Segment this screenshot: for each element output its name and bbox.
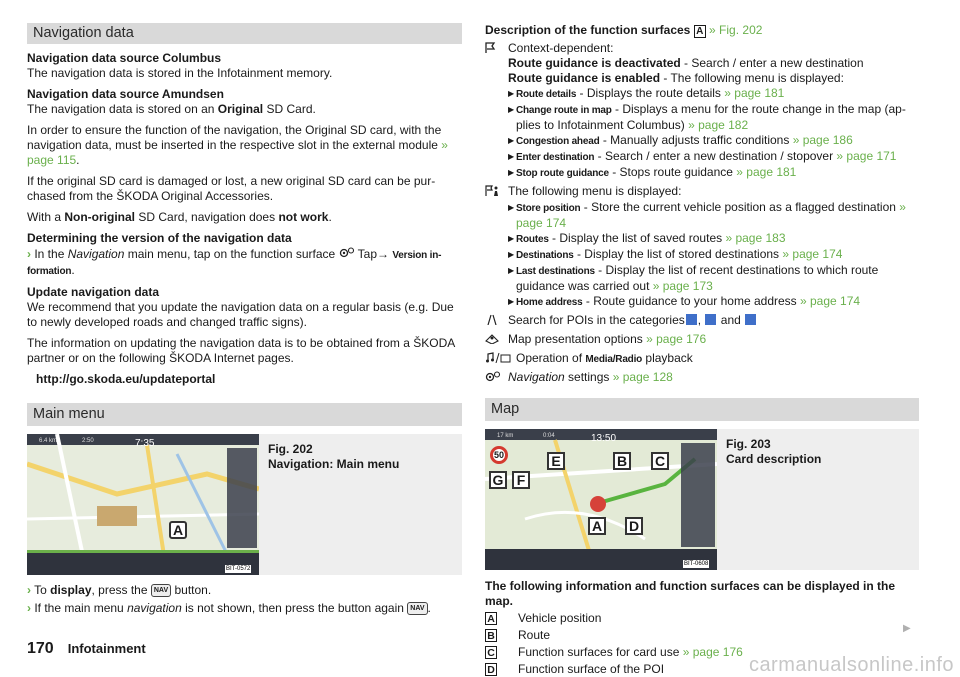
legend-text: Function surfaces for card use bbox=[518, 645, 683, 659]
version-info-menu[interactable]: Version in-formation bbox=[27, 250, 442, 277]
rg-enabled: Route guidance is enabled bbox=[508, 71, 661, 85]
nav-settings-text: settings bbox=[564, 370, 613, 384]
menu-item-text: - Manually adjusts traffic conditions bbox=[599, 133, 793, 147]
damaged-text: If the original SD card is damaged or lost, a new original SD card can be pur-chased from the ŠKODA Original Accessories. bbox=[27, 174, 436, 203]
step-arrow-icon: › bbox=[27, 583, 31, 597]
fig202-callout-a: A bbox=[169, 521, 187, 539]
version-tap: Tap→ bbox=[354, 247, 393, 261]
legend-key: B bbox=[485, 629, 497, 642]
fig203-caption: Card description bbox=[726, 452, 822, 466]
bullet-triangle-icon: ▶ bbox=[508, 266, 515, 275]
map-options-link[interactable]: » page 176 bbox=[646, 332, 707, 346]
gear-settings-icon bbox=[485, 370, 508, 386]
menu-item-link[interactable]: » page 181 bbox=[724, 86, 785, 100]
menu-item bbox=[508, 149, 919, 165]
menu-item-label[interactable]: Stop route guidance bbox=[516, 168, 609, 179]
menu-item bbox=[508, 231, 919, 247]
menu-item-label[interactable]: Routes bbox=[516, 234, 549, 245]
scr-dist: 2:50 bbox=[82, 438, 94, 444]
menu-item-text: - Search / enter a new destination / stopover bbox=[594, 149, 837, 163]
flag-person-icon bbox=[485, 184, 508, 200]
legend-text: Route bbox=[518, 628, 551, 642]
route-menu-list bbox=[485, 86, 919, 181]
menu-item-text: - Displays a menu for the route change in the map (ap-plies to Infotainment Columbus) bbox=[516, 102, 906, 132]
update-text: We recommend that you update the navigation data on a regular basis (e.g. Due to newly developed roads and changed traffic signs). bbox=[27, 300, 454, 329]
menu-item-link[interactable]: » page 174 bbox=[800, 294, 861, 308]
right-column: Description of the function surfaces A » Fig. 202 Context-dependent: Route guidance is deactivated - Search / enter a new destination Route guidance is enabled - The following menu is displayed: ▶ Route details - Displays the route details » page 181 ▶ Change route in map - Displays a menu for the route change in the map (ap-plies to Infotainment Columbus) » page 182 ▶ Congestion ahead - Manually adjusts traffic conditions » page 186 ▶ Enter destination - Search / enter a new destination / stopover » page 171 ▶ Stop route guidance - Stops route guidance » page 181 The following menu is displayed: ▶ Store position - Store the current vehicle position as a flagged destination » page 174 ▶ Routes - Display the list of saved routes » page 183 ▶ Destinations - Display the list of stored destinations » page 174 ▶ Last destinations - Display the list of recent destinations to which route guidance was carried out » page 173 ▶ Home address - Route guidance to your home address » page 174 Search for POIs in the categories , and Map presentation options » page 176 Operation of Media/Radio playback Navigation settings » page 128 Map 17 km 0:04 13:50 50 G F E B C A D BIT-0608 Fig. 203 Card description The following information and function surfaces can be displayed in the map. A Vehicle position B Route C Function surfaces for card use » page 176 D Function surface of the POI bbox=[485, 23, 919, 677]
menu-item-text: - Route guidance to your home address bbox=[582, 294, 800, 308]
step2-end: . bbox=[427, 601, 431, 615]
menu-item-link[interactable]: » page 183 bbox=[725, 231, 786, 245]
nav-key-button[interactable]: NAV bbox=[407, 602, 427, 615]
rg-deactivated: Route guidance is deactivated bbox=[508, 56, 681, 70]
step2-mid: is not shown, then press the button again bbox=[181, 601, 408, 615]
legend-item bbox=[485, 628, 919, 643]
left-column: Navigation data Navigation data source Columbus The navigation data is stored in the Infotainment memory. Navigation data source Amundsen The navigation data is stored on an Original SD Card. In order to ensure the function of the navigation, the Original SD card, with the navigation data, must be inserted in the respective slot in the external module » page 115. If the original SD card is damaged or lost, a new original SD card can be pur-chased from the ŠKODA Original Accessories. With a Non-original SD Card, navigation does not work. Determining the version of the navigation data › In the Navigation main menu, tap on the function surface Tap→ Version in-formation. Update navigation data We recommend that you update the navigation data on a regular basis (e.g. Due to newly developed roads and changed traffic signs). The information on updating the navigation data is to be obtained from a ŠKODA partner or on the following ŠKODA Internet pages. http://go.skoda.eu/updateportal Main menu 6.4 km 2:50 7:35 A BIT-0572 Fig. 202 Navigation: Main menu › To display, press the NAV button. › If the main menu navigation is not shown, then press the button again NAV . bbox=[27, 23, 462, 616]
playback-text: Operation of bbox=[516, 351, 586, 365]
desc-heading bbox=[485, 23, 919, 38]
menu-item bbox=[508, 165, 919, 181]
step-arrow-icon: › bbox=[27, 247, 31, 261]
columbus-heading: Navigation data source Columbus bbox=[27, 51, 222, 65]
scr203-dist: 0:04 bbox=[543, 433, 555, 439]
desc-title: Description of the function surfaces bbox=[485, 23, 691, 37]
watermark: carmanualsonline.info bbox=[748, 654, 954, 676]
menu-item-label[interactable]: Destinations bbox=[516, 250, 574, 261]
navigation-main-menu-screenshot bbox=[27, 434, 259, 575]
fig202-caption: Navigation: Main menu bbox=[268, 457, 400, 471]
not-work-bold: not work bbox=[278, 210, 329, 224]
media-radio-label: Media/Radio bbox=[585, 354, 643, 365]
menu-item-label[interactable]: Change route in map bbox=[516, 105, 612, 116]
menu-item-link[interactable]: » page 174 bbox=[782, 247, 843, 261]
menu-item-text: - Display the list of recent destinations to which route guidance was carried out bbox=[516, 263, 879, 293]
fig203-number: Fig. 203 bbox=[726, 437, 771, 451]
desc-box-a: A bbox=[694, 25, 706, 38]
menu-item bbox=[508, 102, 919, 133]
amundsen-heading: Navigation data source Amundsen bbox=[27, 87, 224, 101]
fig202-number: Fig. 202 bbox=[268, 442, 313, 456]
continue-arrow-icon: ▶ bbox=[903, 623, 911, 634]
update-heading: Update navigation data bbox=[27, 285, 160, 299]
bullet-triangle-icon: ▶ bbox=[508, 234, 515, 243]
fig203-callout-e: E bbox=[547, 452, 565, 470]
fig203-callout-a: A bbox=[588, 517, 606, 535]
speed-limit-sign: 50 bbox=[490, 446, 508, 464]
nonorig-bold: Non-original bbox=[64, 210, 136, 224]
section-heading-main-menu: Main menu bbox=[27, 403, 462, 426]
menu-item bbox=[508, 247, 919, 263]
menu-item-link[interactable]: » page 186 bbox=[792, 133, 853, 147]
bullet-triangle-icon: ▶ bbox=[508, 168, 515, 177]
map-options-icon bbox=[485, 332, 508, 348]
bullet-triangle-icon: ▶ bbox=[508, 105, 515, 114]
menu-item-link[interactable]: » page 181 bbox=[736, 165, 797, 179]
poi-text: Search for POIs in the categories bbox=[508, 313, 685, 327]
version-mid: main menu, tap on the function surface bbox=[124, 247, 339, 261]
nav-settings-link[interactable]: » page 128 bbox=[612, 370, 673, 384]
fig203-callout-g: G bbox=[489, 471, 507, 489]
map-options-text: Map presentation options bbox=[508, 332, 647, 346]
nonorig-text: With a bbox=[27, 210, 65, 224]
fig203-callout-c: C bbox=[651, 452, 669, 470]
playback-end: playback bbox=[642, 351, 693, 365]
figure-202 bbox=[27, 434, 462, 575]
poi-category-icon[interactable] bbox=[745, 314, 756, 325]
legend-text: Vehicle position bbox=[518, 611, 602, 625]
version-end: . bbox=[71, 263, 75, 277]
legend-key: D bbox=[485, 663, 497, 676]
menu-item-link[interactable]: » page 182 bbox=[688, 118, 749, 132]
legend-text: Function surface of the POI bbox=[518, 662, 665, 676]
menu-item bbox=[508, 200, 919, 231]
section-heading-map: Map bbox=[485, 398, 919, 421]
poi-category-icon[interactable] bbox=[705, 314, 716, 325]
legend-key: A bbox=[485, 612, 497, 625]
fig203-code: BIT-0608 bbox=[684, 561, 709, 567]
rg-enabled-text: - The following menu is displayed: bbox=[660, 71, 844, 85]
media-radio-icon bbox=[485, 351, 516, 367]
bullet-triangle-icon: ▶ bbox=[508, 152, 515, 161]
amundsen-text: The navigation data is stored on an bbox=[27, 102, 218, 116]
legend-heading: The following information and function surfaces can be displayed in the map. bbox=[485, 579, 896, 608]
version-heading: Determining the version of the navigation data bbox=[27, 231, 292, 245]
step1-mid: , press the bbox=[91, 583, 151, 597]
version-italic: Navigation bbox=[67, 247, 125, 261]
fig203-callout-f: F bbox=[512, 471, 530, 489]
desc-fig-link[interactable]: » Fig. 202 bbox=[709, 23, 763, 37]
scr-time: 7:35 bbox=[135, 438, 155, 449]
fig203-callout-d: D bbox=[625, 517, 643, 535]
nonorig-end: . bbox=[328, 210, 332, 224]
menu-item-label[interactable]: Home address bbox=[516, 297, 583, 308]
legend-item bbox=[485, 611, 919, 626]
poi-category-icon[interactable] bbox=[686, 314, 697, 325]
flag-icon bbox=[485, 41, 508, 57]
step2-italic: navigation bbox=[127, 601, 182, 615]
step2-text: If the main menu bbox=[34, 601, 128, 615]
menu-item-text: - Store the current vehicle position as a flagged destination bbox=[580, 200, 900, 214]
destination-menu-list bbox=[485, 200, 919, 310]
poi-and: and bbox=[717, 313, 745, 327]
menu-item bbox=[508, 263, 919, 294]
bullet-triangle-icon: ▶ bbox=[508, 203, 515, 212]
bullet-triangle-icon: ▶ bbox=[508, 250, 515, 259]
menu-item-label[interactable]: Congestion ahead bbox=[516, 136, 600, 147]
menu-item bbox=[508, 133, 919, 149]
fig203-callout-b: B bbox=[613, 452, 631, 470]
poi-road-icon bbox=[485, 313, 508, 329]
bullet-triangle-icon: ▶ bbox=[508, 136, 515, 145]
context-label: Context-dependent: bbox=[508, 41, 614, 55]
legend-key: C bbox=[485, 646, 497, 659]
scr203-time: 13:50 bbox=[591, 433, 617, 444]
update-portal-url[interactable]: http://go.skoda.eu/updateportal bbox=[36, 372, 216, 386]
menu-item-link[interactable]: » page 174 bbox=[516, 200, 906, 230]
nonorig-mid: SD Card, navigation does bbox=[135, 210, 279, 224]
bullet-triangle-icon: ▶ bbox=[508, 297, 515, 306]
step-arrow-icon: › bbox=[27, 601, 31, 615]
bullet-triangle-icon: ▶ bbox=[508, 89, 515, 98]
scr-km: 6.4 km bbox=[39, 438, 58, 444]
menu-item-text: - Stops route guidance bbox=[608, 165, 737, 179]
step1-text: To bbox=[34, 583, 51, 597]
chapter-name: Infotainment bbox=[67, 641, 146, 656]
amundsen-original: Original bbox=[217, 102, 264, 116]
menu-item bbox=[508, 86, 919, 102]
menu-item bbox=[508, 294, 919, 310]
figure-203 bbox=[485, 429, 919, 570]
menu-item-text: - Display the list of stored destinations bbox=[573, 247, 783, 261]
step1-end: button. bbox=[171, 583, 212, 597]
menu-item-link[interactable]: » page 171 bbox=[836, 149, 897, 163]
menu-item-text: - Displays the route details bbox=[576, 86, 725, 100]
nav-key-button[interactable]: NAV bbox=[151, 584, 171, 597]
rg-deactivated-text: - Search / enter a new destination bbox=[680, 56, 864, 70]
info-text: The information on updating the navigation data is to be obtained from a ŠKODA partner or on the following ŠKODA Internet pages. bbox=[27, 336, 455, 365]
gear-settings-icon bbox=[339, 247, 355, 261]
legend-link[interactable]: » page 176 bbox=[682, 645, 743, 659]
fig202-code: BIT-0572 bbox=[226, 566, 251, 572]
map-card-screenshot bbox=[485, 429, 717, 570]
menu-item-link[interactable]: » page 173 bbox=[652, 279, 713, 293]
following-text: The following menu is displayed: bbox=[508, 184, 682, 198]
version-text: In the bbox=[34, 247, 68, 261]
ensure-page-link[interactable]: » page 115 bbox=[27, 138, 448, 167]
nav-italic: Navigation bbox=[508, 370, 565, 384]
menu-item-text: - Display the list of saved routes bbox=[548, 231, 726, 245]
menu-item-label[interactable]: Enter destination bbox=[516, 152, 595, 163]
menu-item-label[interactable]: Last destinations bbox=[516, 266, 595, 277]
columbus-text: The navigation data is stored in the Infotainment memory. bbox=[27, 66, 333, 80]
scr203-km: 17 km bbox=[497, 433, 514, 439]
page-footer bbox=[27, 641, 146, 656]
section-heading-navigation-data: Navigation data bbox=[27, 23, 462, 44]
menu-item-label[interactable]: Store position bbox=[516, 203, 581, 214]
page-number: 170 bbox=[27, 640, 54, 657]
ensure-text: In order to ensure the function of the navigation, the Original SD card, with the navigation data, must be inserted in the respective slot in the external module bbox=[27, 123, 442, 152]
step1-bold: display bbox=[50, 583, 92, 597]
menu-item-label[interactable]: Route details bbox=[516, 89, 577, 100]
amundsen-text-end: SD Card. bbox=[263, 102, 316, 116]
